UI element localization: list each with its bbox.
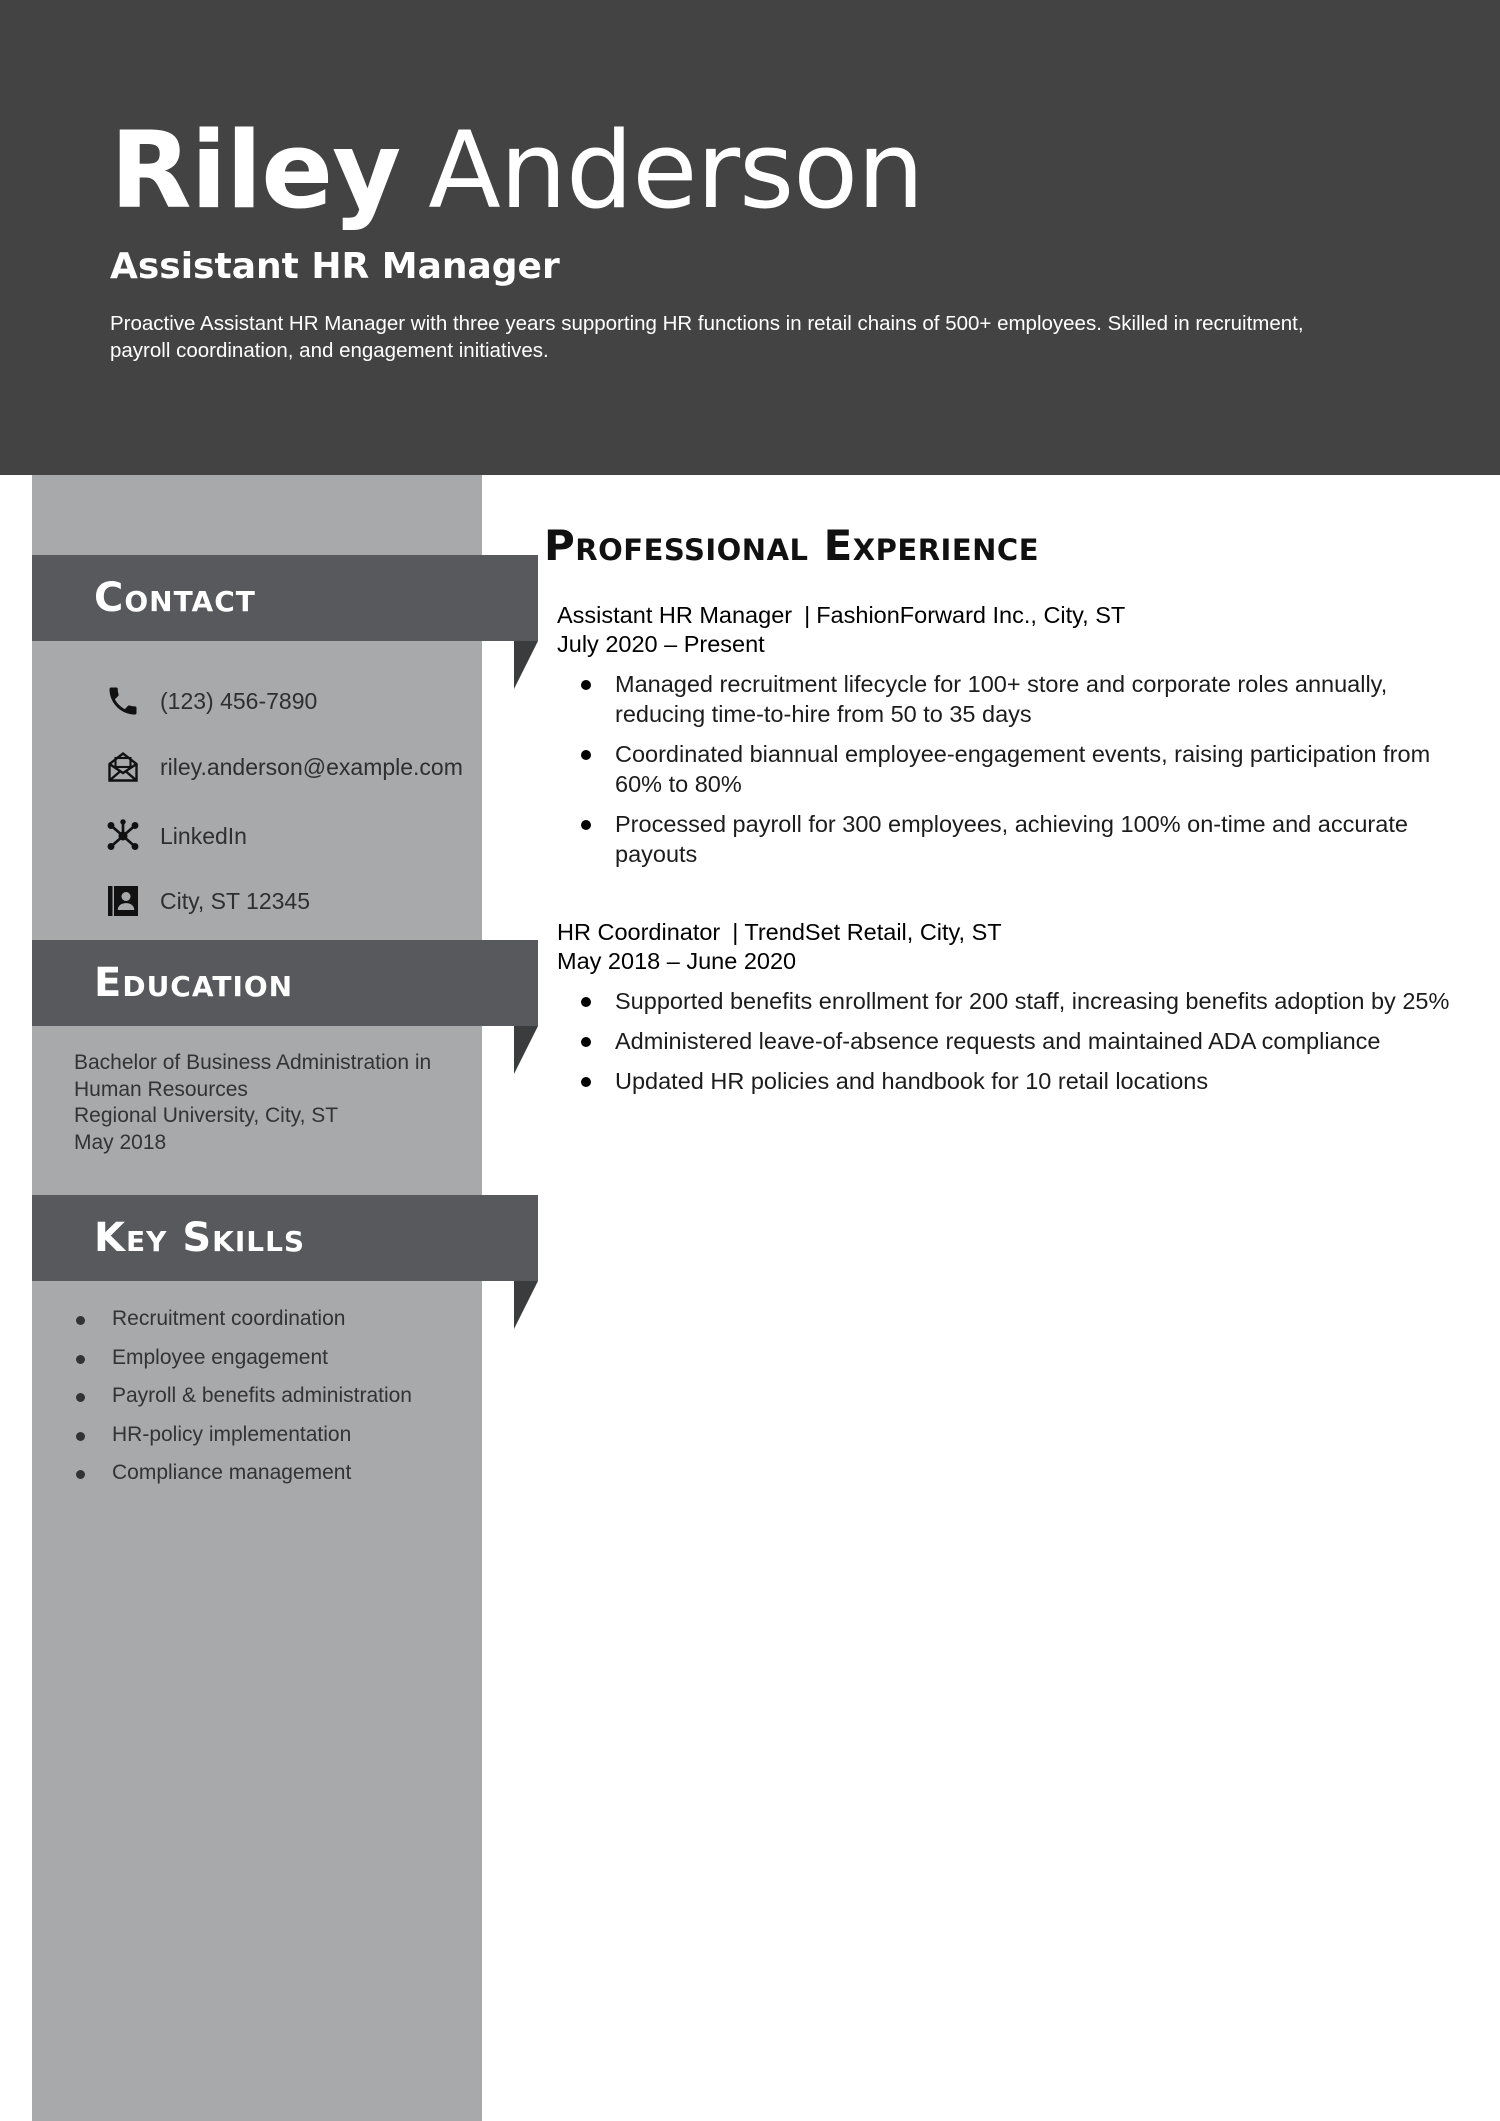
education-date: May 2018	[74, 1130, 167, 1154]
bullet-icon	[581, 750, 591, 760]
job-heading	[557, 601, 1457, 630]
bullet-icon	[581, 820, 591, 830]
list-item	[74, 1339, 412, 1378]
education-school: Regional University, City, ST	[74, 1104, 339, 1127]
list-item	[557, 669, 1457, 729]
education-details	[74, 1050, 474, 1156]
first-name: Riley	[110, 109, 401, 232]
skills-title: Key Skills	[94, 1215, 306, 1261]
job-entry-2	[557, 918, 1457, 1106]
contact-band-fold	[514, 641, 538, 689]
education-section-header	[32, 940, 538, 1026]
skill-text: HR-policy implementation	[112, 1422, 352, 1446]
experience-title: Professional Experience	[544, 521, 1040, 570]
bullet-icon	[581, 997, 591, 1007]
bullet-text: Coordinated biannual employee-engagement events, raising participation from 60% to 80%	[615, 741, 1431, 797]
bullet-text: Managed recruitment lifecycle for 100+ store and corporate roles annually, reducing time-to-hire from 50 to 35 days	[615, 671, 1388, 727]
bullet-text: Processed payroll for 300 employees, achieving 100% on-time and accurate payouts	[615, 811, 1408, 867]
contact-title: Contact	[94, 575, 256, 621]
full-name	[110, 108, 923, 234]
education-degree-line-1: Bachelor of Business Administration in	[74, 1051, 432, 1074]
phone-icon	[104, 682, 142, 720]
list-item	[74, 1454, 412, 1493]
email-link[interactable]: riley.anderson@example.com	[160, 753, 463, 780]
bullet-icon	[76, 1393, 85, 1402]
list-item	[557, 1026, 1457, 1056]
bullet-icon	[76, 1355, 85, 1364]
contact-email[interactable]	[104, 747, 463, 787]
job-role: HR Coordinator	[557, 919, 721, 945]
bullet-icon	[76, 1316, 85, 1325]
job-title: Assistant HR Manager	[110, 246, 560, 287]
skills-section-header	[32, 1195, 538, 1281]
list-item	[557, 986, 1457, 1016]
skill-text: Recruitment coordination	[112, 1307, 346, 1330]
bullet-text: Administered leave-of-absence requests and maintained ADA compliance	[615, 1028, 1381, 1054]
last-name: Anderson	[428, 109, 924, 232]
skill-text: Employee engagement	[112, 1345, 328, 1369]
bullet-icon	[581, 1077, 591, 1087]
summary: Proactive Assistant HR Manager with three years supporting HR functions in retail chains of 500+ employees. Skilled in recruitment, payroll coordination, and engagement initiatives.	[110, 312, 1304, 362]
list-item	[557, 1066, 1457, 1096]
education-band-fold	[514, 1026, 538, 1074]
job-dates: July 2020 – Present	[557, 631, 765, 657]
bullet-text: Updated HR policies and handbook for 10 retail locations	[615, 1068, 1209, 1094]
bullet-text: Supported benefits enrollment for 200 staff, increasing benefits adoption by 25%	[615, 988, 1450, 1014]
job-bullets	[557, 986, 1457, 1096]
job-bullets	[557, 669, 1457, 869]
education-title: Education	[94, 960, 294, 1006]
phone-text: (123) 456-7890	[160, 687, 318, 714]
separator: |	[732, 919, 739, 945]
list-item	[557, 809, 1457, 869]
bullet-icon	[76, 1432, 85, 1441]
list-item	[74, 1377, 412, 1416]
bullet-icon	[76, 1470, 85, 1479]
bullet-icon	[581, 1037, 591, 1047]
job-company: FashionForward Inc., City, ST	[816, 602, 1126, 628]
separator: |	[804, 602, 811, 628]
skill-text: Compliance management	[112, 1461, 352, 1484]
job-heading	[557, 918, 1457, 947]
linkedin-link[interactable]: LinkedIn	[160, 822, 247, 849]
address-text: City, ST 12345	[160, 887, 311, 914]
contact-address	[104, 881, 310, 921]
job-company: TrendSet Retail, City, ST	[744, 919, 1002, 945]
envelope-icon	[104, 748, 142, 786]
contact-phone	[104, 681, 317, 721]
education-degree-line-2: Human Resources	[74, 1077, 248, 1101]
skill-text: Payroll & benefits administration	[112, 1384, 412, 1407]
contact-section-header	[32, 555, 538, 641]
list-item	[74, 1416, 412, 1455]
skills-band-fold	[514, 1281, 538, 1329]
network-icon	[104, 817, 142, 855]
job-role: Assistant HR Manager	[557, 602, 793, 628]
contact-card-icon	[104, 882, 142, 920]
header	[0, 0, 1500, 475]
list-item	[74, 1300, 412, 1339]
job-entry-1	[557, 601, 1457, 879]
list-item	[557, 739, 1457, 799]
skills-list	[74, 1300, 412, 1493]
bullet-icon	[581, 680, 591, 690]
job-dates: May 2018 – June 2020	[557, 948, 797, 974]
sidebar	[32, 475, 482, 2121]
contact-linkedin[interactable]	[104, 816, 247, 856]
